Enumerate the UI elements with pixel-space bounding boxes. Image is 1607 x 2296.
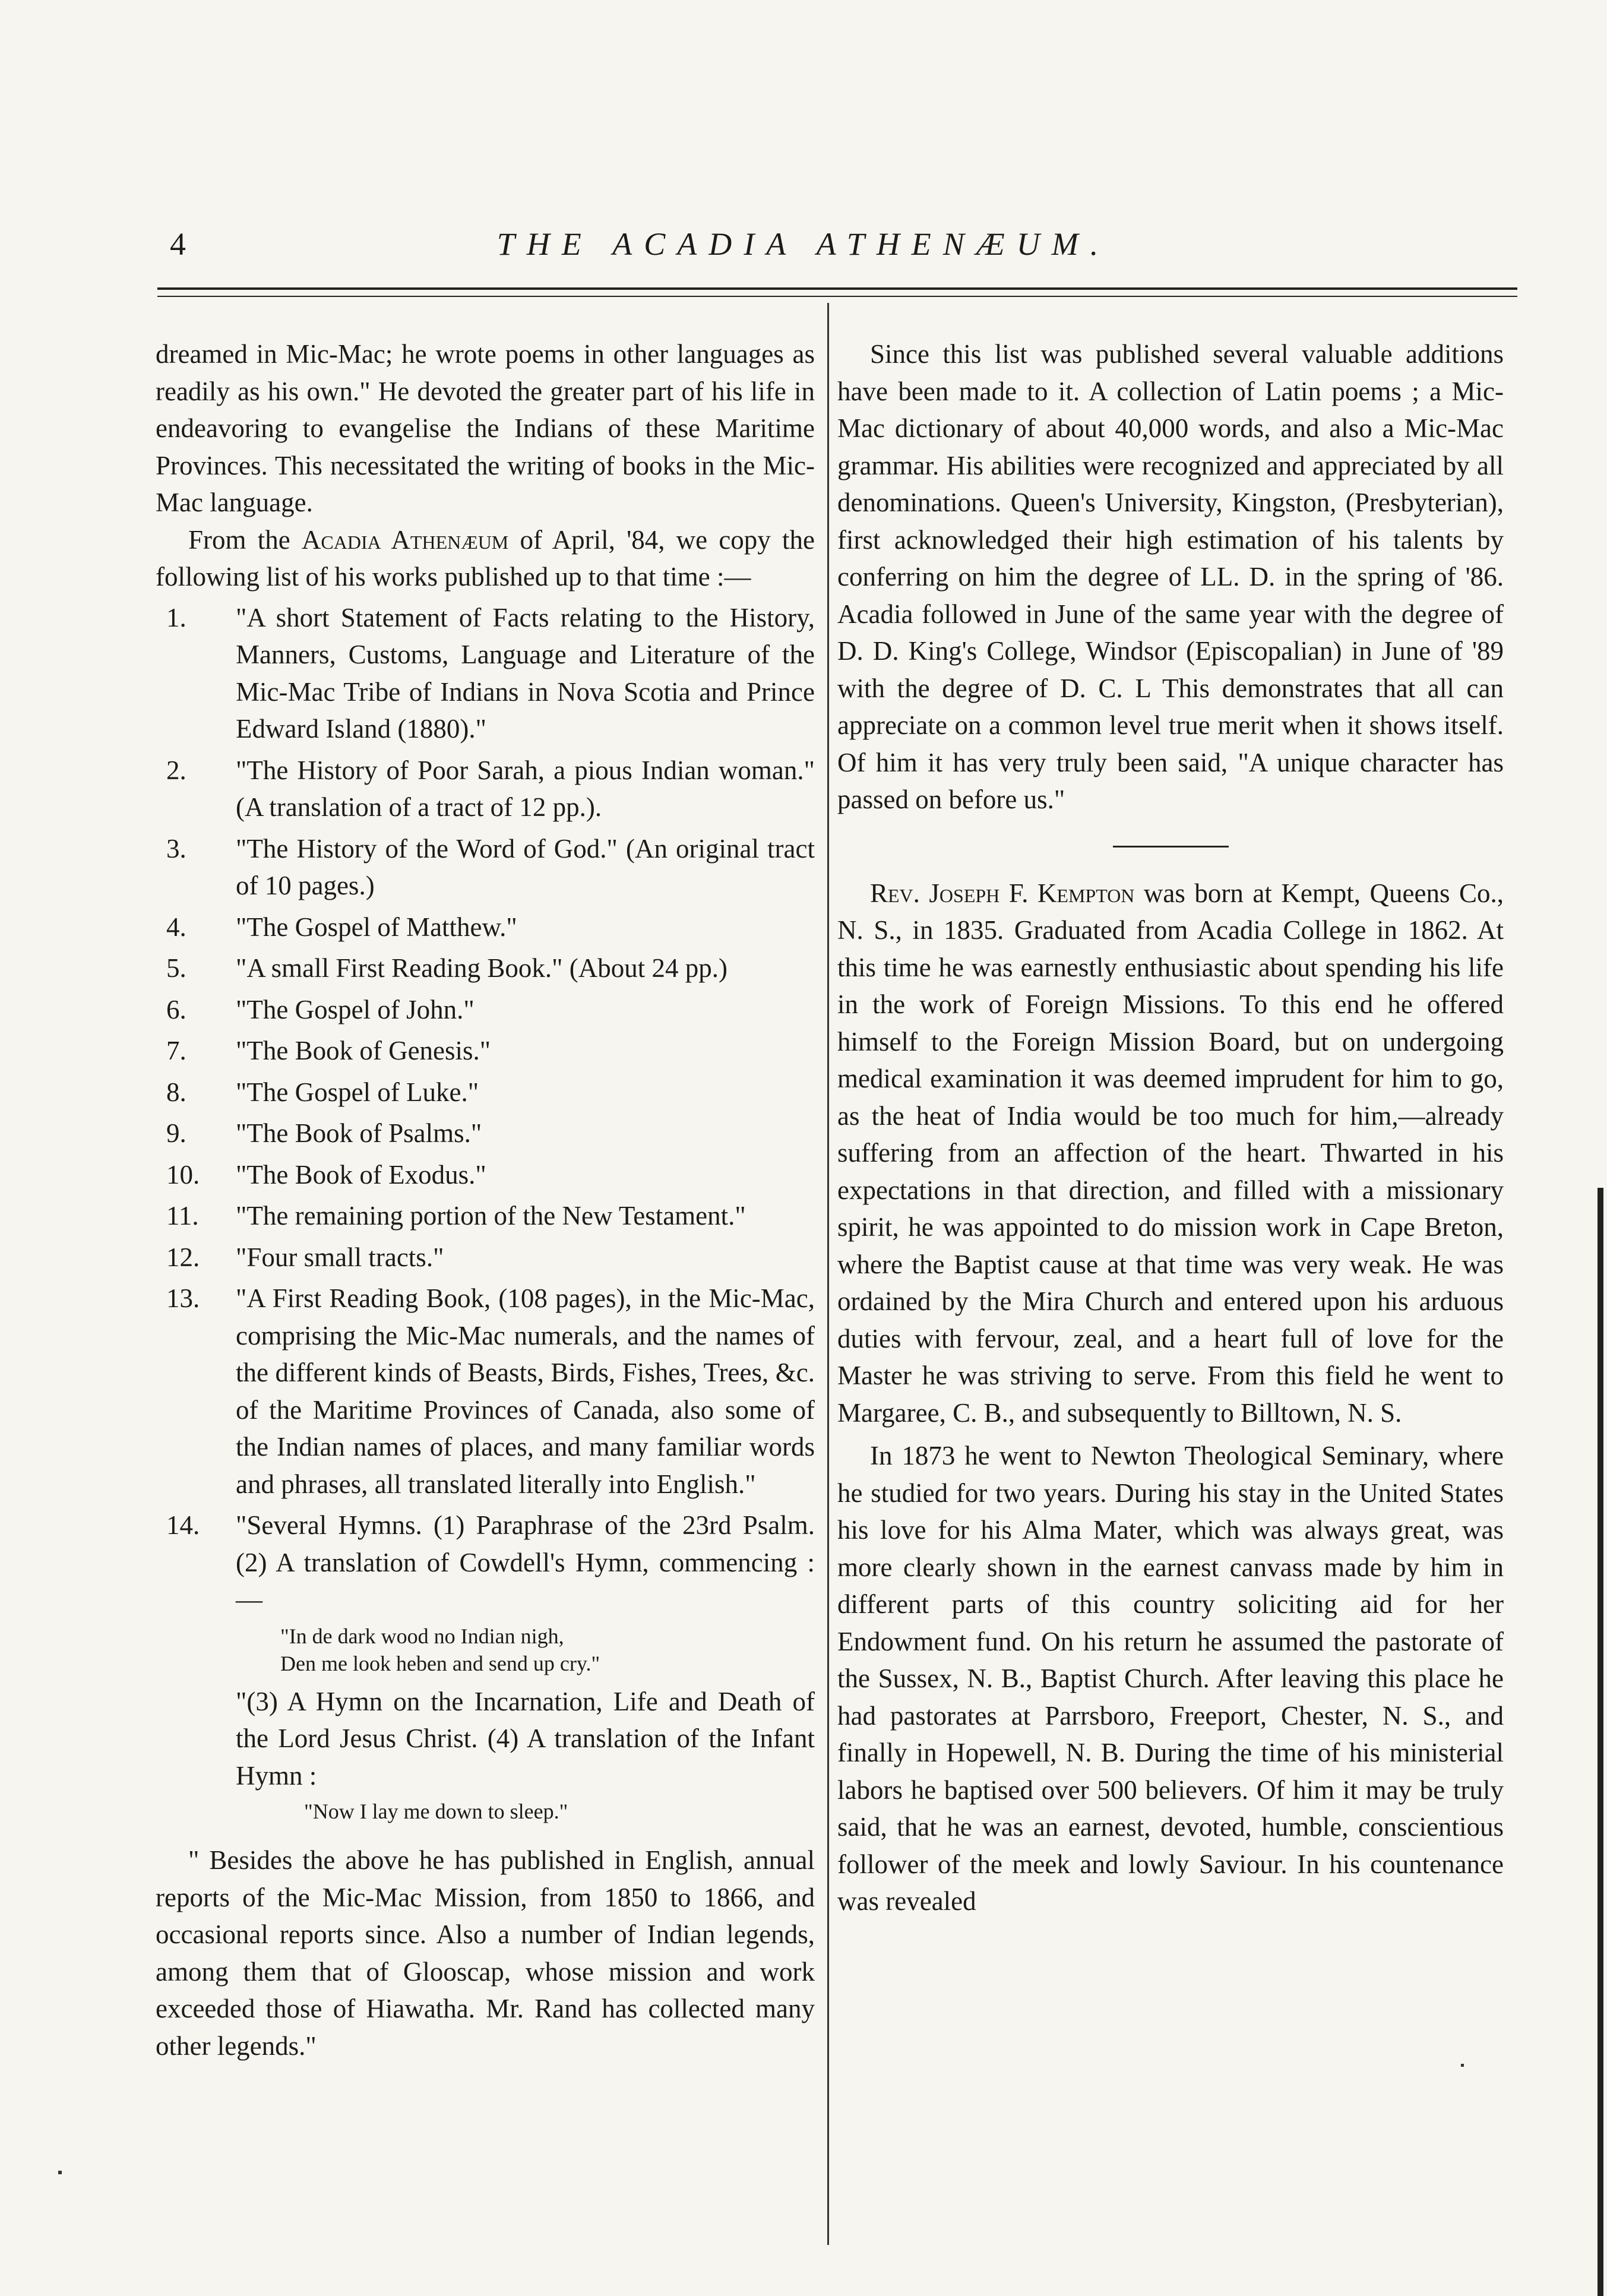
item-number: 5. <box>166 953 186 983</box>
item-number: 4. <box>166 912 186 942</box>
item-number: 12. <box>166 1242 200 1272</box>
item-number: 7. <box>166 1036 186 1065</box>
hymn-quote <box>156 1798 815 1825</box>
item-number: 8. <box>166 1077 186 1107</box>
person-name: Rev. Joseph F. Kempton <box>870 878 1135 908</box>
item-text: "The History of Poor Sarah, a pious Indian woman." (A translation of a tract of 12 pp.). <box>236 755 815 822</box>
paragraph <box>156 521 815 596</box>
item-text: "The Gospel of Matthew." <box>236 912 517 942</box>
page-edge-shadow <box>1597 1188 1603 2296</box>
works-list-item <box>156 909 815 946</box>
works-list <box>156 599 815 1618</box>
left-column <box>156 336 815 2064</box>
page-number: 4 <box>170 226 186 262</box>
list-item-continuation: "(3) A Hymn on the Incarnation, Life and Death of the Lord Jesus Christ. (4) A translation of the Infant Hymn : <box>236 1686 815 1791</box>
hymn-line: "Now I lay me down to sleep." <box>304 1800 568 1823</box>
item-number: 11. <box>166 1201 199 1231</box>
header-rule-thin <box>157 296 1517 297</box>
works-list-item <box>156 1074 815 1111</box>
works-list-item <box>156 1280 815 1503</box>
header-rule <box>157 287 1517 290</box>
item-number: 14. <box>166 1510 200 1540</box>
item-text: "The Book of Psalms." <box>236 1118 482 1148</box>
works-list-item <box>156 1032 815 1070</box>
item-text: "The remaining portion of the New Testament." <box>236 1201 746 1231</box>
item-text: "The Gospel of Luke." <box>236 1077 479 1107</box>
right-column <box>837 336 1504 1920</box>
works-list-item <box>156 599 815 748</box>
running-title: THE ACADIA ATHENÆUM. <box>496 226 1111 262</box>
item-number: 10. <box>166 1159 200 1190</box>
item-text: "The History of the Word of God." (An original tract of 10 pages.) <box>236 833 815 900</box>
journal-name: Acadia Athenæum <box>301 524 509 555</box>
item-text: "The Book of Exodus." <box>236 1159 486 1190</box>
item-number: 1. <box>166 602 186 632</box>
paragraph: " Besides the above he has published in English, annual reports of the Mic-Mac Mission, from 1850 to 1866, and occasional reports since. Also a number of Indian legends, among them that of Glooscap, whose mission and work exceeded those of Hiawatha. Mr. Rand has collected many other legends." <box>156 1845 815 2061</box>
works-list-item <box>156 1115 815 1152</box>
print-speck <box>1461 2064 1464 2067</box>
item-text: "A short Statement of Facts relating to the History, Manners, Customs, Language and Literature of the Mic-Mac Tribe of Indians in Nova Scotia and Prince Edward Island (1880)." <box>236 602 815 744</box>
paragraph: dreamed in Mic-Mac; he wrote poems in other languages as readily as his own." He devoted the greater part of his life in endeavoring to evangelise the Indians of these Maritime Provinces. This necessitated the writing of books in the Mic-Mac language. <box>156 339 815 517</box>
item-number: 13. <box>166 1283 200 1313</box>
item-number: 3. <box>166 833 186 864</box>
paragraph: Since this list was published several valuable additions have been made to it. A collection of Latin poems ; a Mic-Mac dictionary of about 40,000 words, and also a Mic-Mac grammar. His abilities were recognized and appreciated by all denominations. Queen's University, Kingston, (Presbyterian), first acknowledged their high estimation of his talents by conferring on him the degree of LL. D. in the spring of '86. Acadia followed in June of the same year with the degree of D. D. King's College, Windsor (Episcopalian) in June of '89 with the degree of D. C. L This demonstrates that all can appreciate on a common level true merit when it shows itself. Of him it has very truly been said, "A unique character has passed on before us." <box>837 339 1504 814</box>
text-run: of April, '84, we copy the following list of his works published up to that time :— <box>156 524 815 592</box>
hymn-line: "In de dark wood no Indian nigh, <box>280 1624 564 1648</box>
works-list-item <box>156 752 815 826</box>
section-rule <box>1113 846 1229 847</box>
item-text: "Four small tracts." <box>236 1242 444 1272</box>
item-number: 9. <box>166 1118 186 1148</box>
works-list-item <box>156 950 815 987</box>
item-text: "A small First Reading Book." (About 24 pp.) <box>236 953 727 983</box>
hymn-line: Den me look heben and send up cry." <box>280 1651 600 1675</box>
works-list-item <box>156 1239 815 1276</box>
works-list-item <box>156 830 815 905</box>
paragraph: In 1873 he went to Newton Theological Seminary, where he studied for two years. During his stay in the United States his love for his Alma Mater, which was always great, was more clearly shown in the earnest canvass made by him in different parts of this country soliciting aid for her Endowment fund. On his return he assumed the pastorate of the Sussex, N. B., Baptist Church. After leaving this place he had pastorates at Parrsboro, Freeport, Chester, N. S., and finally in Hopewell, N. B. During the time of his ministerial labors he baptised over 500 believers. Of him it may be truly said, that he was an earnest, devoted, humble, conscientious follower of the meek and lowly Saviour. In his countenance was revealed <box>837 1441 1504 1916</box>
item-number: 2. <box>166 755 186 785</box>
column-divider <box>827 303 829 2245</box>
works-list-item <box>156 991 815 1029</box>
text-run: was born at Kempt, Queens Co., N. S., in 1835. Graduated from Acadia College in 1862. At this time he was earnestly enthusiastic about spending his life in the work of Foreign Missions. To this end he offered himself to the Foreign Mission Board, but on undergoing medical examination it was deemed imprudent for him to go, as the heat of India would be too much for him,—already suffering from an affection of the heart. Thwarted in his expectations in that direction, and filled with a missionary spirit, he was appointed to do mission work in Cape Breton, where the Baptist cause at that time was very weak. He was ordained by the Mira Church and entered upon his arduous duties with fervour, zeal, and a heart full of love for the Master he was striving to serve. From this field he went to Margaree, C. B., and subsequently to Billtown, N. S. <box>837 878 1504 1428</box>
text-run: From the <box>188 524 302 555</box>
print-speck <box>58 2171 62 2174</box>
works-list-item <box>156 1507 815 1618</box>
item-text: "A First Reading Book, (108 pages), in the Mic-Mac, comprising the Mic-Mac numerals, and the names of the different kinds of Beasts, Birds, Fishes, Trees, &c. of the Maritime Provinces of Canada, also some of the Indian names of places, and many familiar words and phrases, all translated literally into English." <box>236 1283 815 1499</box>
item-text: "The Book of Genesis." <box>236 1036 491 1065</box>
item-text: "Several Hymns. (1) Paraphrase of the 23rd Psalm. (2) A translation of Cowdell's Hymn, commencing :— <box>236 1510 815 1614</box>
page-header <box>0 226 1607 297</box>
paragraph <box>837 875 1504 1432</box>
works-list-item <box>156 1156 815 1194</box>
item-text: "The Gospel of John." <box>236 994 474 1024</box>
works-list-item <box>156 1197 815 1235</box>
hymn-quote <box>156 1623 815 1677</box>
item-number: 6. <box>166 994 186 1024</box>
